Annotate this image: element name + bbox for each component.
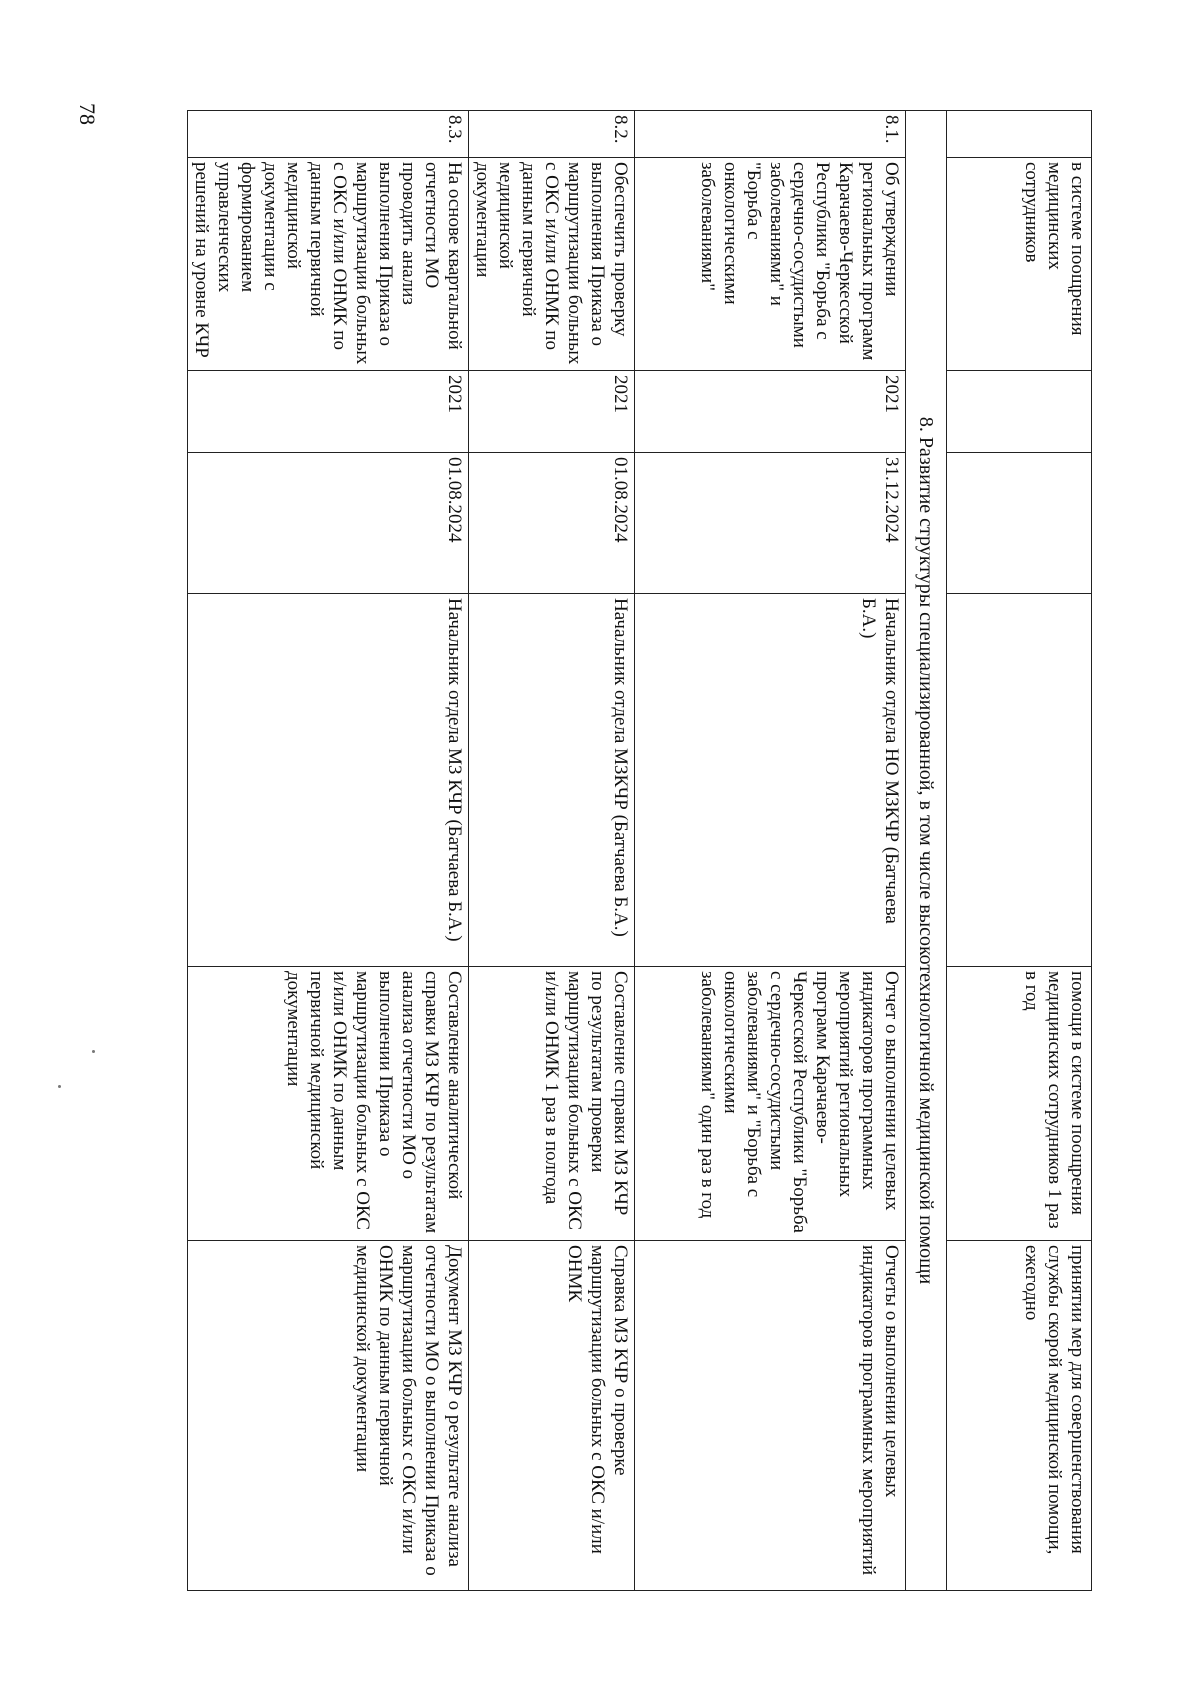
- cell-responsible: [947, 594, 1092, 967]
- cell-start: 2021: [188, 371, 469, 453]
- cell-end: [947, 453, 1092, 594]
- cell-content: помощи в системе поощрения медицинских сотрудников 1 раз в год: [947, 967, 1092, 1241]
- cell-start: [947, 371, 1092, 453]
- cell-start: 2021: [469, 371, 635, 453]
- cell-num: 8.2.: [469, 111, 635, 158]
- cell-responsible: Начальник отдела НО МЗКЧР (Батчаева Б.А.): [635, 594, 906, 967]
- cell-num: 8.3.: [188, 111, 469, 158]
- table-row: [188, 111, 469, 1591]
- cell-result: Отчеты о выполнении целевых индикаторов программных мероприятий: [635, 1241, 906, 1591]
- table-row-continued: [947, 111, 1092, 1591]
- cell-content: Отчет о выполнении целевых индикаторов программных мероприятий региональных программ Карачаево-Черкесской Республики "Борьба с сердечно-сосудистыми заболеваниями" и "Борьба с онкологическими заболеваниями" один раз в год: [635, 967, 906, 1241]
- cell-start: 2021: [635, 371, 906, 453]
- cell-num: 8.1.: [635, 111, 906, 158]
- document-sheet: [108, 110, 1092, 1590]
- page-number: 78: [75, 103, 100, 125]
- cell-responsible: Начальник отдела МЗ КЧР (Батчаева Б.А.): [188, 594, 469, 967]
- cell-content: Составление аналитической справки МЗ КЧР по результатам анализа отчетности МО о выполнении Приказа о маршрутизации больных с ОКС и/или ОНМК по данным первичной медицинской документации: [188, 967, 469, 1241]
- cell-content: Составление справки МЗ КЧР по результатам проверки маршрутизации больных с ОКС и/или ОНМК 1 раз в полгода: [469, 967, 635, 1241]
- cell-num: [947, 111, 1092, 158]
- cell-event: Обеспечить проверку выполнения Приказа о маршрутизации больных с ОКС и/или ОНМК по данным первичной медицинской документации: [469, 158, 635, 371]
- table-row: [635, 111, 906, 1591]
- cell-end: 31.12.2024: [635, 453, 906, 594]
- section-heading-row: [906, 111, 947, 1591]
- cell-event: в системе поощрения медицинских сотрудников: [947, 158, 1092, 371]
- cell-result: Документ МЗ КЧР о результате анализа отчетности МО о выполнении Приказа о маршрутизации больных с ОКС и/или ОНМК по данным первичной медицинской документации: [188, 1241, 469, 1591]
- cell-responsible: Начальник отдела МЗКЧР (Батчаева Б.А.): [469, 594, 635, 967]
- cell-result: Справка МЗ КЧР о проверке маршрутизации больных с ОКС и/или ОНМК: [469, 1241, 635, 1591]
- cell-end: 01.08.2024: [188, 453, 469, 594]
- cell-result: принятии мер для совершенствования службы скорой медицинской помощи, ежегодно: [947, 1241, 1092, 1591]
- cell-event: Об утверждении региональных программ Карачаево-Черкесской Республики "Борьба с сердечно-сосудистыми заболеваниями" и "Борьба с онкологическими заболеваниями": [635, 158, 906, 371]
- cell-end: 01.08.2024: [469, 453, 635, 594]
- table-row: [469, 111, 635, 1591]
- plan-table: [187, 110, 1092, 1591]
- section-title: 8. Развитие структуры специализированной, в том числе высокотехнологичной медицинской помощи: [906, 111, 947, 1591]
- cell-event: На основе квартальной отчетности МО проводить анализ выполнения Приказа о маршрутизации больных с ОКС и/или ОНМК по данным первичной медицинской документации с формированием управленческих решений на уровне КЧР: [188, 158, 469, 371]
